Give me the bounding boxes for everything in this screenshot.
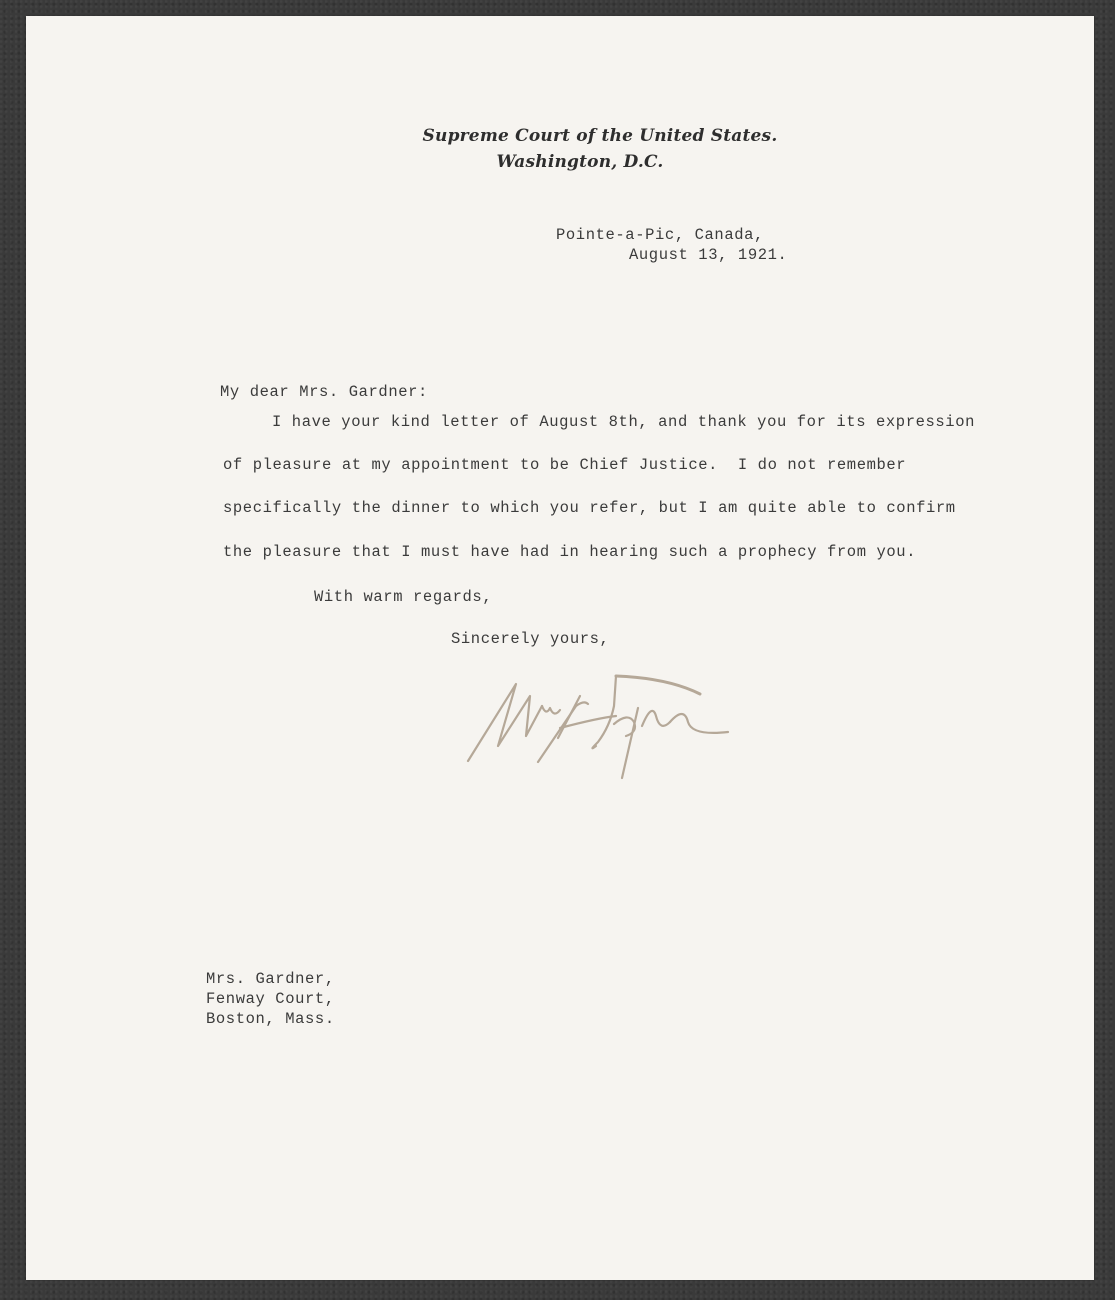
body-line-1: I have your kind letter of August 8th, and thank you for its expression xyxy=(272,413,976,431)
signature-image xyxy=(438,666,738,786)
address-line-1: Mrs. Gardner, xyxy=(206,970,335,988)
body-line-3: specifically the dinner to which you refer, but I am quite able to confirm xyxy=(223,499,956,517)
address-line-2: Fenway Court, xyxy=(206,990,335,1008)
dateline-date: August 13, 1921. xyxy=(629,246,788,264)
dateline-place: Pointe-a-Pic, Canada, xyxy=(556,226,764,244)
body-line-4: the pleasure that I must have had in hearing such a prophecy from you. xyxy=(223,543,917,561)
closing-regards: With warm regards, xyxy=(314,588,493,606)
letterhead-court-name: Supreme Court of the United States. xyxy=(422,126,778,146)
body-line-2: of pleasure at my appointment to be Chief Justice. I do not remember xyxy=(223,456,907,474)
salutation: My dear Mrs. Gardner: xyxy=(220,383,428,401)
letterhead-city: Washington, D.C. xyxy=(496,152,664,172)
address-line-3: Boston, Mass. xyxy=(206,1010,335,1028)
closing-sign-off: Sincerely yours, xyxy=(451,630,610,648)
letter-page xyxy=(26,16,1094,1280)
